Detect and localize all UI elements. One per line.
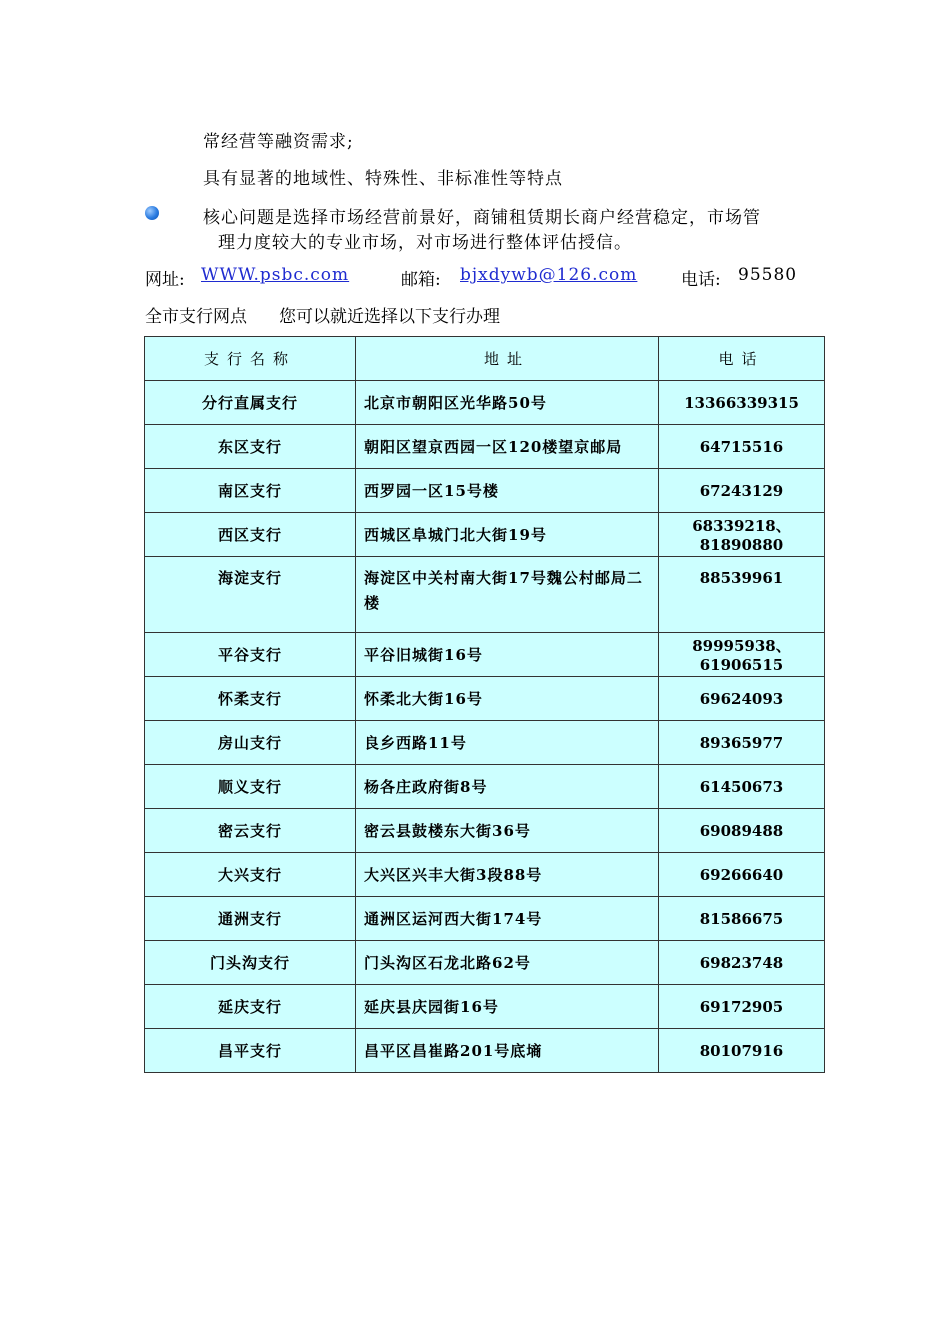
table-row [145,677,825,721]
branch-name-cell: 怀柔支行 [145,677,356,721]
branch-name-cell: 西区支行 [145,513,356,557]
phone-label: 电话: [681,270,721,290]
branch-name-cell: 门头沟支行 [145,941,356,985]
header-phone: 电话 [659,337,825,381]
table-row [145,633,825,677]
address-cell: 朝阳区望京西园一区120楼望京邮局 [356,425,659,469]
intro-line-2: 具有显著的地域性、特殊性、非标准性等特点 [203,169,563,189]
table-row [145,513,825,557]
phone-cell: 89995938、61906515 [659,633,825,677]
table-row [145,381,825,425]
phone-cell: 68339218、81890880 [659,513,825,557]
bullet-text-line-2: 理力度较大的专业市场，对市场进行整体评估授信。 [218,233,632,253]
address-cell: 西罗园一区15号楼 [356,469,659,513]
phone-cell: 64715516 [659,425,825,469]
bullet-dot-icon [145,206,159,220]
email-link[interactable]: bjxdywb@126.com [460,265,638,285]
address-cell: 密云县鼓楼东大街36号 [356,809,659,853]
phone-cell: 69089488 [659,809,825,853]
address-cell: 杨各庄政府街8号 [356,765,659,809]
table-row [145,469,825,513]
table-row [145,941,825,985]
branches-heading [145,302,532,327]
address-cell: 大兴区兴丰大街3段88号 [356,853,659,897]
phone-cell: 69624093 [659,677,825,721]
branch-name-cell: 延庆支行 [145,985,356,1029]
intro-line-1: 常经营等融资需求; [203,132,354,152]
email-label: 邮箱: [401,270,441,290]
table-row [145,809,825,853]
table-row [145,557,825,633]
branch-name-cell: 大兴支行 [145,853,356,897]
phone-cell: 69172905 [659,985,825,1029]
branch-name-cell: 海淀支行 [145,557,356,633]
table-row [145,985,825,1029]
phone-cell: 13366339315 [659,381,825,425]
branch-name-cell: 平谷支行 [145,633,356,677]
branches-title: 全市支行网点 [145,307,247,327]
branch-name-cell: 通洲支行 [145,897,356,941]
phone-cell: 67243129 [659,469,825,513]
address-cell: 昌平区昌崔路201号底墒 [356,1029,659,1073]
table-row [145,721,825,765]
header-branch-name: 支行名称 [145,337,356,381]
branch-name-cell: 顺义支行 [145,765,356,809]
address-cell: 北京市朝阳区光华路50号 [356,381,659,425]
branch-name-cell: 南区支行 [145,469,356,513]
address-cell: 延庆县庆园街16号 [356,985,659,1029]
address-cell: 海淀区中关村南大街17号魏公村邮局二楼 [356,557,659,633]
address-cell: 良乡西路11号 [356,721,659,765]
branch-name-cell: 分行直属支行 [145,381,356,425]
branch-name-cell: 密云支行 [145,809,356,853]
table-row [145,853,825,897]
phone-cell: 80107916 [659,1029,825,1073]
table-row [145,425,825,469]
address-cell: 怀柔北大街16号 [356,677,659,721]
branch-name-cell: 房山支行 [145,721,356,765]
phone-cell: 69266640 [659,853,825,897]
phone-value: 95580 [738,265,798,285]
website-label: 网址: [145,270,185,290]
branch-name-cell: 昌平支行 [145,1029,356,1073]
branch-name-cell: 东区支行 [145,425,356,469]
address-cell: 西城区阜城门北大街19号 [356,513,659,557]
phone-cell: 81586675 [659,897,825,941]
website-link[interactable]: WWW.psbc.com [201,265,350,285]
address-cell: 门头沟区石龙北路62号 [356,941,659,985]
table-row [145,765,825,809]
table-row [145,897,825,941]
address-cell: 平谷旧城街16号 [356,633,659,677]
address-cell: 通洲区运河西大街174号 [356,897,659,941]
bullet-text-line-1: 核心问题是选择市场经营前景好，商铺租赁期长商户经营稳定，市场管 [203,208,761,228]
table-header-row [145,337,825,381]
phone-cell: 61450673 [659,765,825,809]
branches-table [144,336,825,1073]
table-row [145,1029,825,1073]
phone-cell: 88539961 [659,557,825,633]
branches-subtitle: 您可以就近选择以下支行办理 [279,307,500,327]
header-address: 地址 [356,337,659,381]
phone-cell: 89365977 [659,721,825,765]
phone-cell: 69823748 [659,941,825,985]
